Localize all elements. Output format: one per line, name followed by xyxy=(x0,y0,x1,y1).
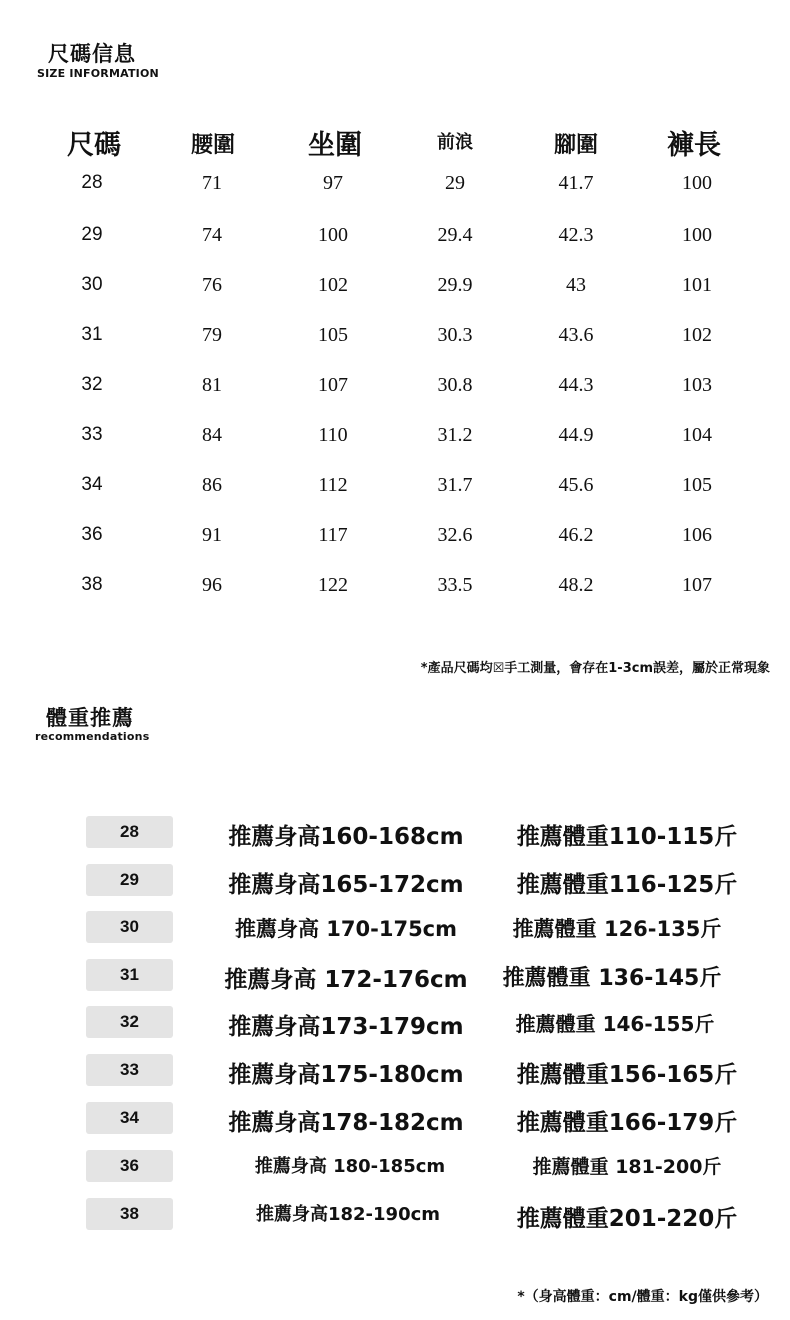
recommended-height: 推薦身高173-179cm xyxy=(228,1014,464,1040)
cell-waist: 86 xyxy=(202,474,222,496)
cell-hem: 45.6 xyxy=(558,474,594,496)
table-row xyxy=(0,424,790,454)
cell-hip: 107 xyxy=(318,374,348,396)
table-row xyxy=(0,172,790,202)
cell-hip: 97 xyxy=(323,172,343,194)
recommended-height: 推薦身高175-180cm xyxy=(228,1062,464,1088)
table-row xyxy=(0,274,790,304)
recommended-height: 推薦身高182-190cm xyxy=(255,1204,441,1225)
header-size: 尺碼 xyxy=(67,130,121,161)
table-row xyxy=(0,474,790,504)
cell-hip: 112 xyxy=(318,474,348,496)
size-badge: 28 xyxy=(86,816,173,848)
recommended-weight: 推薦體重 126-135斤 xyxy=(512,917,722,941)
cell-front-rise: 31.7 xyxy=(437,474,473,496)
cell-length: 106 xyxy=(682,524,712,546)
size-badge: 34 xyxy=(86,1102,173,1134)
recommended-height: 推薦身高160-168cm xyxy=(228,824,464,850)
size-badge: 36 xyxy=(86,1150,173,1182)
cell-hip: 122 xyxy=(318,574,348,596)
size-badge: 30 xyxy=(86,911,173,943)
cell-front-rise: 29 xyxy=(445,172,465,194)
cell-length: 100 xyxy=(682,172,712,194)
cell-hip: 110 xyxy=(318,424,348,446)
cell-front-rise: 29.4 xyxy=(437,224,473,246)
size-badge: 31 xyxy=(86,959,173,991)
header-waist: 腰圍 xyxy=(190,133,236,158)
header-hem: 腳圍 xyxy=(553,133,599,158)
cell-waist: 71 xyxy=(202,172,222,194)
cell-hip: 102 xyxy=(318,274,348,296)
cell-hem: 48.2 xyxy=(558,574,594,596)
table-row xyxy=(0,574,790,604)
recommended-weight: 推薦體重 146-155斤 xyxy=(515,1012,715,1036)
cell-length: 105 xyxy=(682,474,712,496)
cell-waist: 96 xyxy=(202,574,222,596)
table-row xyxy=(0,224,790,254)
cell-hip: 100 xyxy=(318,224,348,246)
cell-size: 38 xyxy=(81,574,103,595)
cell-front-rise: 30.8 xyxy=(437,374,473,396)
cell-waist: 74 xyxy=(202,224,222,246)
size-badge: 32 xyxy=(86,1006,173,1038)
cell-hem: 46.2 xyxy=(558,524,594,546)
recommended-weight: 推薦體重166-179斤 xyxy=(516,1110,738,1136)
cell-front-rise: 31.2 xyxy=(437,424,473,446)
cell-front-rise: 30.3 xyxy=(437,324,473,346)
recommended-height: 推薦身高165-172cm xyxy=(228,872,464,898)
recommended-height: 推薦身高178-182cm xyxy=(228,1110,464,1136)
size-info-title: 尺碼信息 xyxy=(48,42,136,66)
cell-waist: 81 xyxy=(202,374,222,396)
recommendations-title: 體重推薦 xyxy=(46,706,134,730)
cell-hem: 43 xyxy=(566,274,586,296)
recommendation-row xyxy=(0,864,790,898)
header-length: 褲長 xyxy=(667,130,721,161)
table-row xyxy=(0,524,790,554)
cell-size: 28 xyxy=(81,172,103,193)
recommendation-row xyxy=(0,1198,790,1232)
cell-front-rise: 29.9 xyxy=(437,274,473,296)
recommendations-subtitle: recommendations xyxy=(35,730,150,743)
recommendation-row xyxy=(0,1150,790,1184)
cell-hem: 43.6 xyxy=(558,324,594,346)
cell-size: 33 xyxy=(81,424,103,445)
cell-hip: 105 xyxy=(318,324,348,346)
recommended-weight: 推薦體重116-125斤 xyxy=(516,872,738,898)
cell-size: 34 xyxy=(81,474,103,495)
table-row xyxy=(0,324,790,354)
header-front-rise: 前浪 xyxy=(437,132,473,153)
size-badge: 33 xyxy=(86,1054,173,1086)
cell-hem: 42.3 xyxy=(558,224,594,246)
cell-length: 102 xyxy=(682,324,712,346)
recommended-weight: 推薦體重201-220斤 xyxy=(516,1206,738,1232)
cell-waist: 76 xyxy=(202,274,222,296)
measurement-note: *產品尺碼均☒手工測量，會存在1-3cm誤差，屬於正常現象 xyxy=(420,661,770,676)
recommendation-row xyxy=(0,1102,790,1136)
table-row xyxy=(0,374,790,404)
cell-size: 36 xyxy=(81,524,103,545)
cell-hem: 44.3 xyxy=(558,374,594,396)
cell-hem: 41.7 xyxy=(558,172,594,194)
cell-size: 29 xyxy=(81,224,103,245)
cell-length: 107 xyxy=(682,574,712,596)
cell-front-rise: 33.5 xyxy=(437,574,473,596)
size-info-subtitle: SIZE INFORMATION xyxy=(37,67,159,80)
cell-length: 104 xyxy=(682,424,712,446)
recommendation-row xyxy=(0,911,790,945)
recommended-height: 推薦身高 172-176cm xyxy=(224,967,468,993)
recommendation-row xyxy=(0,1054,790,1088)
recommended-weight: 推薦體重 136-145斤 xyxy=(502,966,722,991)
cell-length: 101 xyxy=(682,274,712,296)
recommendation-row xyxy=(0,816,790,850)
recommended-weight: 推薦體重156-165斤 xyxy=(516,1062,738,1088)
reference-note: *（身高體重：cm/體重：kg僅供參考） xyxy=(517,1289,768,1305)
size-badge: 38 xyxy=(86,1198,173,1230)
cell-size: 30 xyxy=(81,274,103,295)
recommendation-row xyxy=(0,959,790,993)
header-hip: 坐圍 xyxy=(308,130,362,161)
cell-hip: 117 xyxy=(318,524,348,546)
recommended-weight: 推薦體重110-115斤 xyxy=(516,824,738,850)
cell-front-rise: 32.6 xyxy=(437,524,473,546)
cell-size: 32 xyxy=(81,374,103,395)
recommended-height: 推薦身高 180-185cm xyxy=(254,1156,446,1177)
recommended-height: 推薦身高 170-175cm xyxy=(234,917,458,941)
cell-waist: 91 xyxy=(202,524,222,546)
cell-waist: 84 xyxy=(202,424,222,446)
cell-waist: 79 xyxy=(202,324,222,346)
size-badge: 29 xyxy=(86,864,173,896)
cell-length: 100 xyxy=(682,224,712,246)
cell-hem: 44.9 xyxy=(558,424,594,446)
recommendation-row xyxy=(0,1006,790,1040)
cell-length: 103 xyxy=(682,374,712,396)
cell-size: 31 xyxy=(81,324,103,345)
recommended-weight: 推薦體重 181-200斤 xyxy=(532,1156,722,1178)
